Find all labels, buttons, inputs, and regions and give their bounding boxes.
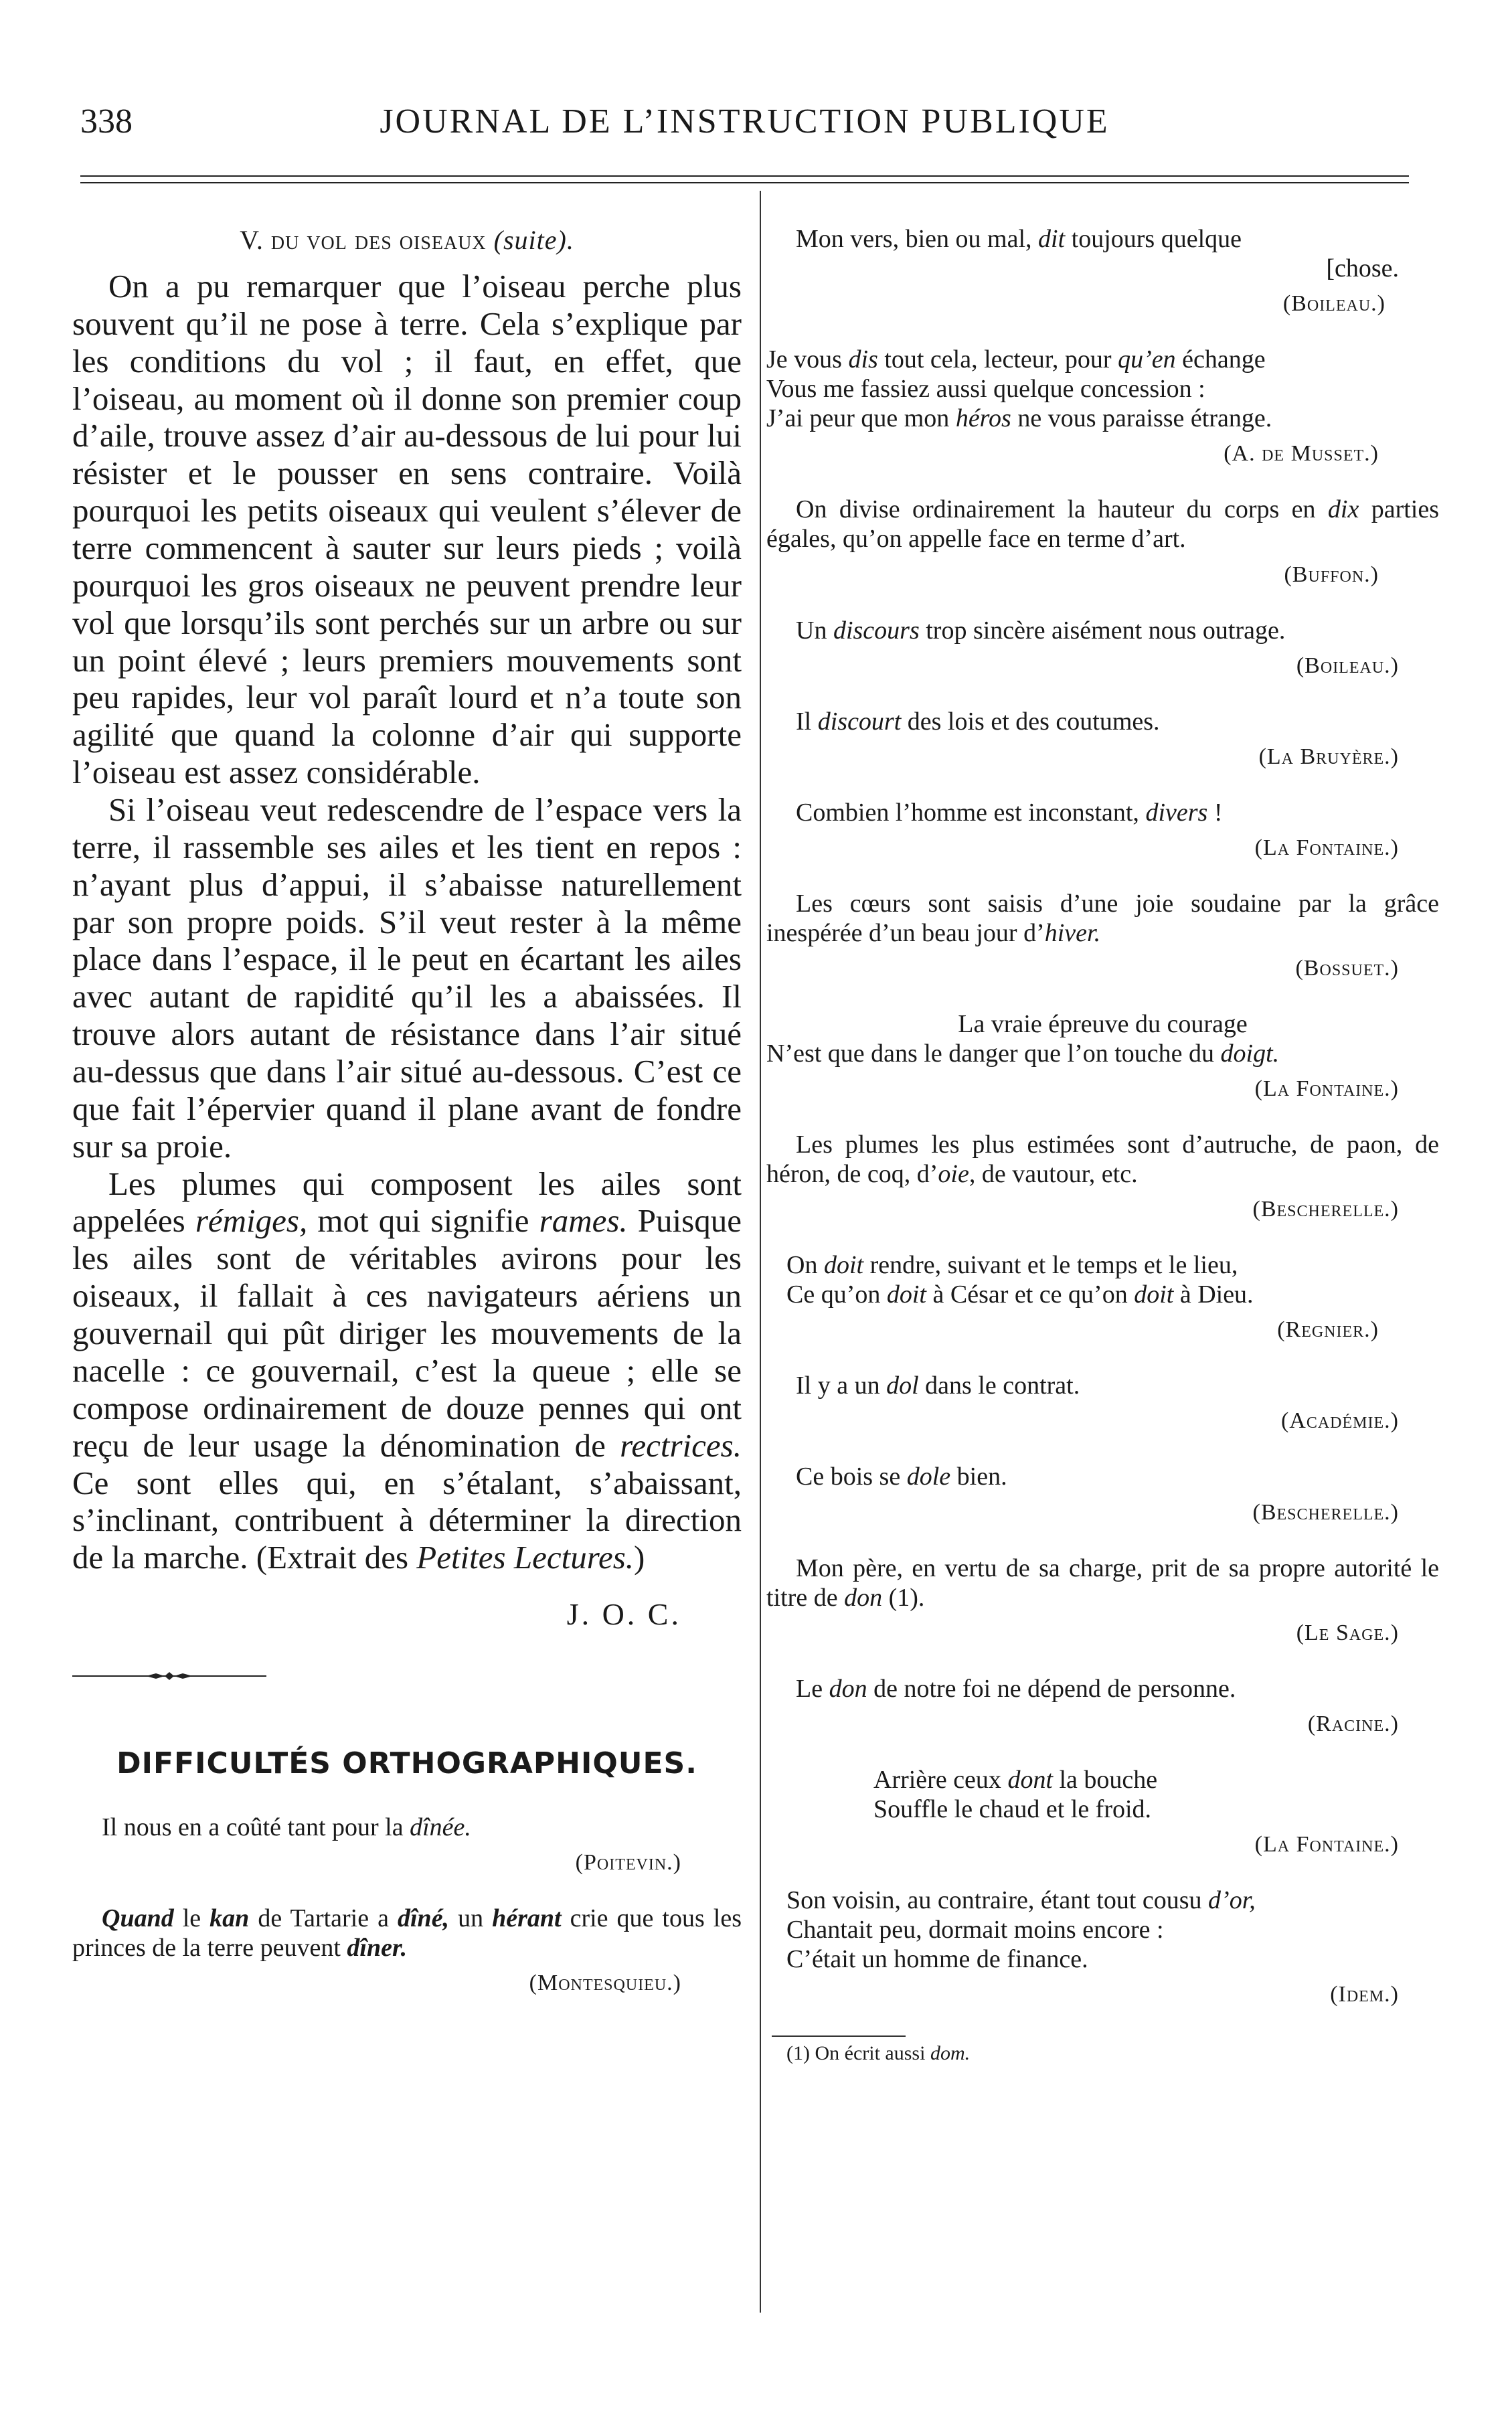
page-number: 338 [80,102,133,141]
text-run: Le [796,1674,829,1703]
text-run: crie que tous les princes de la terre peuvent [72,1904,742,1963]
article-signature: J. O. C. [566,1597,681,1632]
example-block [766,1886,1439,2007]
example-source: (La Fontaine.) [1254,1076,1399,1102]
italic-word: Quand [102,1904,174,1933]
text-run: Il [796,707,818,736]
italic-word: hiver. [1044,918,1101,947]
text-run: échange [1175,345,1266,374]
example-source: (Bossuet.) [1295,955,1399,981]
difficultes-heading: DIFFICULTÉS ORTHOGRAPHIQUES. [116,1746,697,1781]
italic-word: dit [1031,225,1066,253]
example-source: (La Fontaine.) [1254,835,1399,860]
article-paragraph: On a pu remarquer que l’oiseau perche plus souvent qu’il ne pose à terre. Cela s’explique par les conditions du vol ; il faut, en effet, que l’oiseau, au moment où il donne son premier coup d’aile, trouve assez d’air au-dessous de lui pour lui résister et le pousser en sens contraire. Voilà pourquoi les petits oiseaux qui veulent s’élever de terre commencent à sauter sur leurs pieds ; voilà pourquoi les gros oiseaux ne peuvent prendre leur vol que lorsqu’ils sont perchés sur un arbre ou sur un point élevé ; leurs premiers mouvements sont peu rapides, leur vol paraît lourd et n’a toute son agilité que quand la colonne d’air qui supporte l’oiseau est assez considérable. [72,268,742,791]
example-source: (Montesquieu.) [529,1971,681,1996]
verse-line [766,1765,1439,1795]
text-run: un [449,1904,493,1933]
italic-word: d’or, [1208,1886,1256,1914]
italic-word: dîné, [398,1904,450,1933]
example-block [766,1554,1439,1646]
italic-word: doigt. [1220,1039,1280,1068]
example-text [766,495,1439,554]
verse-line: C’était un homme de finance. [786,1945,1088,1974]
italic-word: dom. [930,2042,971,2065]
italic-word: dix [1327,495,1359,524]
text-run: des lois et des coutumes. [901,707,1160,736]
text-run: à Dieu. [1173,1280,1254,1309]
article-heading-suite: (suite). [493,225,574,255]
text-run: mot qui signifie [307,1202,539,1240]
article-paragraph [72,1165,742,1576]
verse-line [766,404,1439,433]
example-source: (Idem.) [1330,1982,1399,2007]
verse-line: Chantait peu, dormait moins encore : [786,1916,1164,1944]
italic-word: doit [1134,1280,1174,1309]
example-source: (Bescherelle.) [1252,1499,1399,1525]
text-run: Il nous en a coûté tant pour la [102,1813,410,1842]
text-run: Ce bois se [796,1463,907,1491]
text-run: Mon vers, bien ou [796,225,988,253]
italic-word: dîner. [347,1934,408,1963]
text-run: mal, [987,225,1032,253]
text-run: bien. [950,1463,1007,1491]
example-text [766,1462,1439,1491]
text-run: trop sincère aisément nous outrage. [919,616,1286,645]
text-run: Mon père, en vertu de sa charge, prit de sa propre autorité le titre de [766,1554,1439,1612]
text-run: tout cela, lecteur, pour [877,345,1118,374]
example-text [766,224,1439,254]
text-run: Arrière ceux [873,1765,1008,1794]
example-source: (Poitevin.) [575,1850,681,1876]
italic-word: doit [823,1251,864,1280]
example-text [766,707,1439,736]
italic-word: rectrices. [620,1426,742,1464]
text-run: toujours quelque [1065,225,1242,253]
example-block [766,889,1439,981]
example-source: (La Bruyère.) [1258,744,1399,769]
text-run: (1). [882,1583,925,1612]
text-run: N’est que dans le danger que l’on touche du [766,1039,1221,1068]
header-rule-second [80,182,1409,183]
text-run: On [786,1251,824,1280]
example-block [766,616,1439,679]
example-source: (A. de Musset.) [1224,441,1379,467]
text-run: Son voisin, au contraire, étant tout cousu [786,1886,1209,1914]
italic-word: hérant [492,1904,562,1933]
text-run: Les cœurs sont saisis d’une joie soudaine par la grâce inespérée d’un beau jour d’ [766,889,1439,947]
verse-line [766,345,1439,374]
page-header [80,102,1409,149]
italic-word: oie, [938,1160,976,1189]
example-source: (Racine.) [1307,1711,1399,1736]
text-run: Les plumes qui composent les ailes sont appelées [72,1165,742,1240]
article-heading-title: du vol des oiseaux [270,225,487,255]
header-rule [80,175,1409,177]
italic-word: don [829,1674,867,1703]
example-source: (Le Sage.) [1296,1620,1399,1645]
text-run: Un [796,616,833,645]
example-source: (La Fontaine.) [1254,1831,1399,1857]
italic-word: dis [848,345,878,374]
italic-word: kan [209,1904,250,1933]
example-text [72,1904,742,1963]
example-text [766,1130,1439,1189]
text-run: ne vous paraisse étrange. [1011,404,1272,433]
text-run: de vautour, etc. [975,1160,1138,1189]
right-column [766,224,1439,2065]
text-run: rendre, suivant et le temps et le lieu, [863,1251,1238,1280]
example-block [766,1371,1439,1434]
example-block [766,707,1439,770]
verse-line [766,1250,1439,1280]
example-block [766,224,1439,317]
verse-line [766,1039,1439,1068]
example-text [766,798,1439,827]
example-source: (Buffon.) [1284,562,1379,587]
footnote-rule [772,2035,906,2037]
text-run: dans le contrat. [918,1371,1080,1400]
italic-word: doit [886,1280,926,1309]
italic-word: don [844,1583,883,1612]
example-source: (Bescherelle.) [1252,1197,1399,1222]
text-run: à César et ce qu’on [926,1280,1135,1309]
text-run: On divise ordinairement la hauteur du corps en [796,495,1328,524]
text-run: de Tartarie a [249,1904,398,1933]
italic-title: Petites Lectures. [416,1539,635,1576]
example-text [766,616,1439,645]
text-run: la bouche [1053,1765,1158,1794]
left-column [72,224,742,2024]
example-source: (Académie.) [1280,1408,1399,1434]
italic-word: rames. [539,1202,628,1240]
text-run: Puisque les ailes sont de véritables avirons pour les oiseaux, il fallait à ces navigateurs aériens un gouvernail qui pût diriger les mouvements de la nacelle : ce gouvernail, c’est la queue ; elle se compose ordinairement de douze pennes qui ont reçu de leur usage la dénomination de [72,1202,742,1464]
article-heading-number: V. [240,225,271,255]
text-run: parties égales, qu’on appelle face en terme d’art. [766,495,1439,554]
text-run: J’ai peur que mon [766,404,956,433]
text-run: Combien l’homme est inconstant, [796,798,1146,827]
text-run: le [173,1904,210,1933]
text-run: de notre foi ne dépend de personne. [867,1674,1236,1703]
example-block [766,495,1439,587]
example-block [766,798,1439,861]
italic-word: discourt [817,707,902,736]
verse-line: Vous me fassiez aussi quelque concession : [766,375,1205,404]
running-title: JOURNAL DE L’INSTRUCTION PUBLIQUE [380,102,1110,141]
text-run: (1) On écrit aussi [786,2042,930,2065]
example-text [766,889,1439,948]
article-paragraph: Si l’oiseau veut redescendre de l’espace vers la terre, il rassemble ses ailes et les tient en repos : n’ayant plus d’appui, il s’abaisse naturellement par son propre poids. S’il veut rester à la même place dans l’espace, il le peut en écartant les ailes avec autant de rapidité qu’il les a abaissées. Il trouve alors autant de résistance dans l’air situé au-dessus que dans l’air situé au-dessous. C’est ce que fait l’épervier quand il plane avant de fondre sur sa proie. [72,791,742,1165]
italic-word: dînée. [410,1813,471,1842]
footnote [786,2042,1439,2065]
italic-word: dont [1007,1765,1053,1794]
example-text [766,1554,1439,1612]
example-block [766,1130,1439,1222]
text-run: Ce sont elles qui, en s’étalant, s’abaissant, s’inclinant, contribuent à déterminer la direction de la marche. (Extrait des [72,1464,742,1576]
example-block [766,1009,1439,1102]
italic-word: dol [886,1371,919,1400]
article-heading [72,224,742,256]
text-run: Les plumes les plus estimées sont d’autruche, de paon, de héron, de coq, d’ [766,1131,1439,1189]
example-text [766,1371,1439,1400]
italic-word: rémiges, [195,1202,308,1240]
text-run: Il y a un [796,1371,887,1400]
example-text-continuation: [chose. [1326,254,1399,283]
italic-word: héros [955,404,1011,433]
example-block [766,345,1439,467]
italic-word: qu’en [1118,345,1176,374]
italic-word: dole [906,1463,951,1491]
text-run: ) [634,1539,645,1576]
verse-line [766,1280,1439,1309]
verse-line: La vraie épreuve du courage [958,1009,1248,1038]
verse-line: Souffle le chaud et le froid. [873,1795,1152,1823]
example-block [72,1813,742,1876]
italic-word: discours [833,616,920,645]
italic-word: divers [1145,798,1208,827]
example-block [766,1674,1439,1737]
example-text [766,1674,1439,1703]
example-source: (Boileau.) [1282,291,1385,317]
example-source: (Boileau.) [1296,653,1399,678]
example-block [766,1462,1439,1525]
example-block [72,1904,742,1996]
verse-line [766,1886,1439,1915]
text-run: ! [1207,798,1223,827]
example-text [72,1813,742,1842]
text-run: Je vous [766,345,849,374]
column-divider [760,191,761,2313]
example-block [766,1765,1439,1857]
ornament-divider-icon [72,1669,266,1683]
text-run: Ce qu’on [786,1280,887,1309]
example-source: (Regnier.) [1277,1317,1379,1343]
example-block [766,1250,1439,1343]
